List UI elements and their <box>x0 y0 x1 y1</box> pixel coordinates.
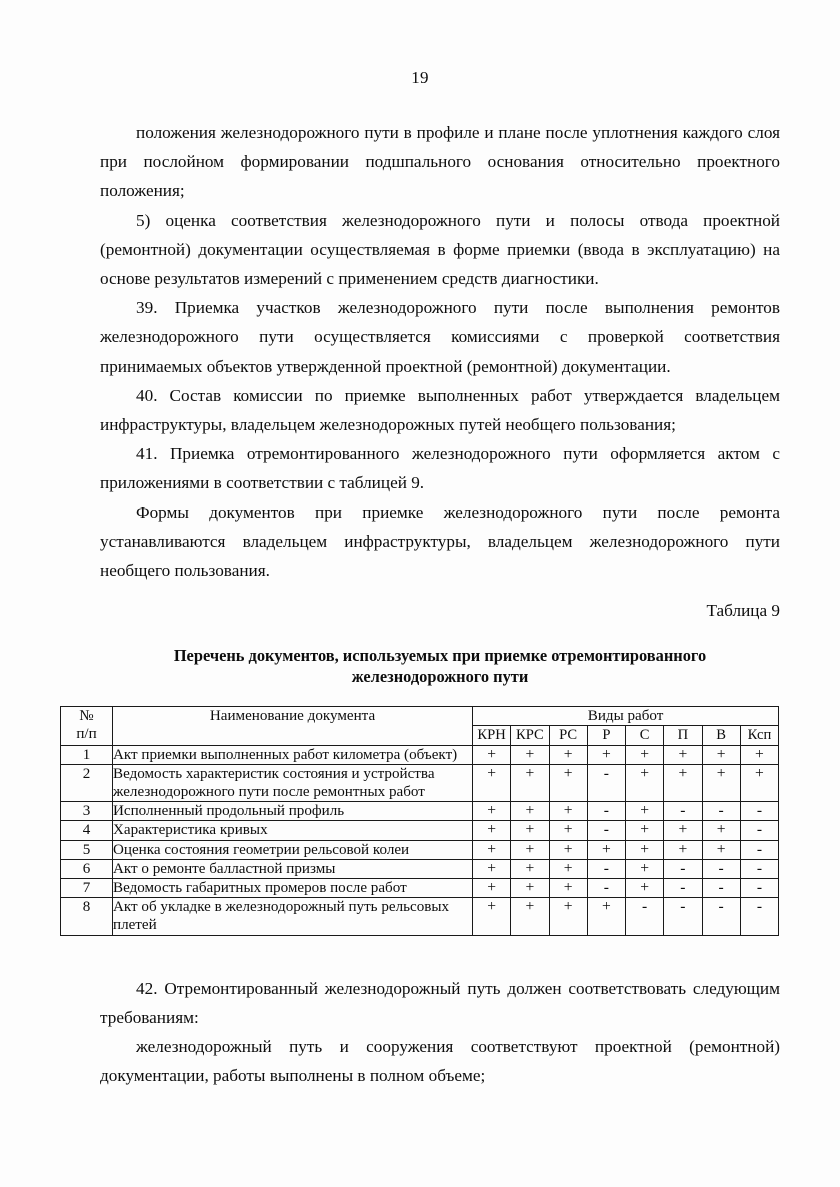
row-mark-rs: + <box>549 879 587 898</box>
table-row <box>61 879 779 898</box>
row-mark-krn: + <box>473 802 511 821</box>
header-number-column <box>61 707 113 745</box>
row-mark-ksp: - <box>740 898 778 935</box>
paragraph-document-forms: Формы документов при приемке железнодорожного пути после ремонта устанавливаются владельцем инфраструктуры, владельцем железнодорожного пути необщего пользования. <box>100 502 780 581</box>
page-number: 19 <box>411 68 429 87</box>
table-row <box>61 898 779 935</box>
table-row <box>61 745 779 764</box>
row-mark-rs: + <box>549 821 587 840</box>
row-mark-r: + <box>587 745 625 764</box>
row-mark-p: - <box>664 879 702 898</box>
table-row <box>61 802 779 821</box>
table-label: Таблица 9 <box>706 601 780 621</box>
row-mark-krs: + <box>511 802 549 821</box>
paragraph-continuation: положения железнодорожного пути в профиле и плане после уплотнения каждого слоя при послойном формировании подшпального основания относительно проектного положения; <box>100 123 780 201</box>
row-mark-rs: + <box>549 898 587 935</box>
row-mark-ksp: - <box>740 859 778 878</box>
row-mark-krn: + <box>473 879 511 898</box>
paragraph-item-42: 42. Отремонтированный железнодорожный путь должен соответствовать следующим требованиям: <box>100 978 780 1027</box>
row-mark-v: + <box>702 821 740 840</box>
row-mark-krs: + <box>511 821 549 840</box>
table-caption-line-1: Перечень документов, используемых при приемке отремонтированного <box>173 646 707 666</box>
row-mark-rs: + <box>549 745 587 764</box>
table-row <box>61 821 779 840</box>
paragraph-item-40: 40. Состав комиссии по приемке выполненных работ утверждается владельцем инфраструктуры, владельцем железнодорожных путей необщего пользования; <box>100 385 780 435</box>
row-mark-r: - <box>587 879 625 898</box>
row-mark-krs: + <box>511 859 549 878</box>
row-document-name: Оценка состояния геометрии рельсовой колеи <box>113 840 473 859</box>
row-mark-ksp: - <box>740 821 778 840</box>
row-mark-rs: + <box>549 764 587 801</box>
row-mark-p: + <box>664 745 702 764</box>
header-document-name: Наименование документа <box>113 707 473 745</box>
table-body <box>61 745 779 935</box>
documents-table <box>60 706 779 935</box>
row-number: 1 <box>61 745 113 764</box>
row-mark-ksp: - <box>740 840 778 859</box>
row-mark-krs: + <box>511 764 549 801</box>
row-mark-p: - <box>664 898 702 935</box>
row-document-name: Ведомость габаритных промеров после работ <box>113 879 473 898</box>
table-caption-line-2: железнодорожного пути <box>351 667 529 687</box>
table-header-row-1 <box>61 707 779 726</box>
header-number-line-2: п/п <box>76 726 97 743</box>
row-mark-krs: + <box>511 898 549 935</box>
after-table-section <box>100 974 780 1091</box>
header-work-type-krs: КРС <box>511 726 549 745</box>
row-mark-s: + <box>626 879 664 898</box>
row-mark-krn: + <box>473 840 511 859</box>
paragraph-item-41: 41. Приемка отремонтированного железнодорожного пути оформляется актом с приложениями в соответствии с таблицей 9. <box>100 444 780 493</box>
row-mark-r: + <box>587 898 625 935</box>
row-mark-ksp: - <box>740 802 778 821</box>
row-mark-v: - <box>702 879 740 898</box>
table-row <box>61 764 779 801</box>
row-document-name: Акт об укладке в железнодорожный путь рельсовых плетей <box>113 898 473 935</box>
row-number: 8 <box>61 898 113 935</box>
row-mark-v: + <box>702 745 740 764</box>
row-document-name: Исполненный продольный профиль <box>113 802 473 821</box>
header-work-type-p: П <box>664 726 702 745</box>
row-mark-krn: + <box>473 898 511 935</box>
row-number: 4 <box>61 821 113 840</box>
row-mark-r: - <box>587 859 625 878</box>
row-mark-p: + <box>664 821 702 840</box>
row-mark-p: + <box>664 764 702 801</box>
row-document-name: Акт приемки выполненных работ километра (объект) <box>113 745 473 764</box>
row-mark-r: - <box>587 802 625 821</box>
row-mark-r: - <box>587 821 625 840</box>
table-row <box>61 840 779 859</box>
paragraph-requirement-1: железнодорожный путь и сооружения соответствуют проектной (ремонтной) документации, работы выполнены в полном объеме; <box>100 1037 780 1086</box>
row-document-name: Акт о ремонте балластной призмы <box>113 859 473 878</box>
row-mark-v: + <box>702 764 740 801</box>
row-mark-s: + <box>626 821 664 840</box>
row-mark-krs: + <box>511 745 549 764</box>
header-work-type-s: С <box>626 726 664 745</box>
table-row <box>61 859 779 878</box>
row-mark-krn: + <box>473 859 511 878</box>
header-work-type-rs: РС <box>549 726 587 745</box>
header-work-types-group: Виды работ <box>473 707 779 726</box>
header-work-type-r: Р <box>587 726 625 745</box>
row-document-name: Ведомость характеристик состояния и устройства железнодорожного пути после ремонтных работ <box>113 764 473 801</box>
row-mark-rs: + <box>549 802 587 821</box>
row-mark-rs: + <box>549 840 587 859</box>
row-mark-v: - <box>702 898 740 935</box>
row-mark-s: + <box>626 859 664 878</box>
row-mark-p: + <box>664 840 702 859</box>
table-header <box>61 707 779 745</box>
row-mark-krn: + <box>473 764 511 801</box>
row-mark-v: - <box>702 802 740 821</box>
row-mark-p: - <box>664 802 702 821</box>
row-mark-v: + <box>702 840 740 859</box>
row-number: 3 <box>61 802 113 821</box>
header-number-line-1: № <box>79 708 94 725</box>
header-work-type-v: В <box>702 726 740 745</box>
row-number: 6 <box>61 859 113 878</box>
row-mark-krs: + <box>511 840 549 859</box>
row-mark-krn: + <box>473 745 511 764</box>
document-content <box>76 118 780 1091</box>
row-mark-ksp: - <box>740 879 778 898</box>
row-mark-s: + <box>626 802 664 821</box>
header-work-type-krn: КРН <box>473 726 511 745</box>
row-mark-ksp: + <box>740 764 778 801</box>
documents-table-wrapper <box>60 706 778 935</box>
row-mark-krs: + <box>511 879 549 898</box>
paragraph-item-5: 5) оценка соответствия железнодорожного пути и полосы отвода проектной (ремонтной) документации осуществляемая в форме приемки (ввода в эксплуатацию) на основе результатов измерений с применением средств диагностики. <box>100 210 780 289</box>
row-number: 2 <box>61 764 113 801</box>
row-mark-r: - <box>587 764 625 801</box>
row-mark-krn: + <box>473 821 511 840</box>
row-mark-ksp: + <box>740 745 778 764</box>
row-mark-s: + <box>626 764 664 801</box>
header-work-type-ksp: Ксп <box>740 726 778 745</box>
row-mark-v: - <box>702 859 740 878</box>
row-document-name: Характеристика кривых <box>113 821 473 840</box>
row-number: 5 <box>61 840 113 859</box>
row-mark-rs: + <box>549 859 587 878</box>
paragraph-item-39: 39. Приемка участков железнодорожного пути после выполнения ремонтов железнодорожного пути осуществляется комиссиями с проверкой соответствия принимаемых объектов утвержденной проектной (ремонтной) документации. <box>100 298 780 376</box>
row-mark-s: + <box>626 745 664 764</box>
row-mark-s: + <box>626 840 664 859</box>
table-caption <box>100 645 780 687</box>
row-number: 7 <box>61 879 113 898</box>
row-mark-p: - <box>664 859 702 878</box>
row-mark-r: + <box>587 840 625 859</box>
row-mark-s: - <box>626 898 664 935</box>
